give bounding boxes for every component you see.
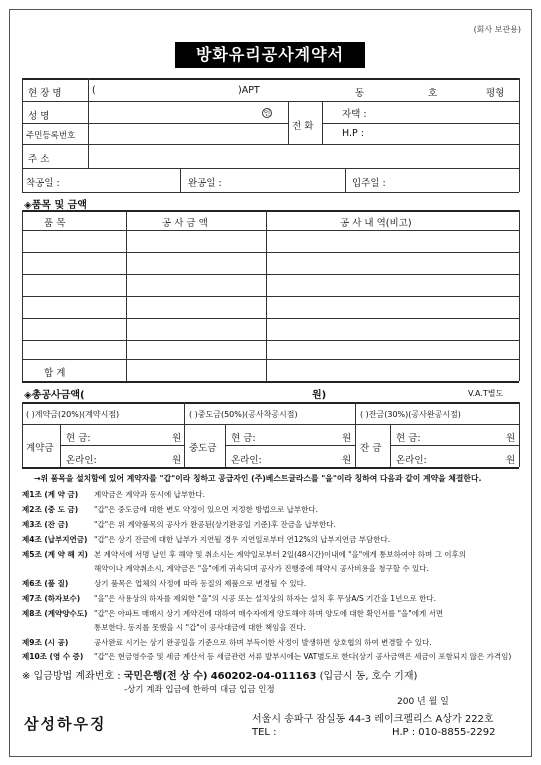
- clause-title: 제7조 (하자보수): [22, 594, 81, 603]
- vat-note: V.A.T별도: [468, 389, 504, 398]
- company-name: 삼성하우징: [24, 715, 107, 733]
- clause-text: "갑"은 중도금에 대한 변도 약정이 있으면 지정한 방법으로 납부한다.: [94, 505, 318, 514]
- address-label: 주 소: [28, 154, 50, 165]
- company-tel: TEL :: [252, 727, 277, 738]
- clause-line: [22, 608, 443, 619]
- balance-cash-label: 현 금:: [396, 433, 421, 444]
- middle-payment-row: ( )중도금(50%)(공사착공시점): [189, 410, 298, 419]
- total-amount-won: 원): [312, 390, 327, 401]
- phone-label: 전 화: [292, 121, 314, 132]
- total-amount-label: ◈총공사금액(: [24, 390, 85, 401]
- clause-line: [22, 578, 306, 589]
- contract-cash-won: 원: [172, 433, 182, 444]
- terms-intro: →위 품목을 설치함에 있어 계약자를 "갑"이라 칭하고 공급자인 (주)베스트글라스를 "을"이라 칭하여 다음과 같이 계약을 체결한다.: [34, 474, 482, 483]
- clause-text: 상기 품목은 업체의 사정에 따라 동질의 제품으로 변경될 수 있다.: [94, 579, 307, 588]
- clause-line: [22, 534, 390, 545]
- clause-line: [22, 519, 336, 530]
- clause-text: "을"은 사용상의 하자를 제외한 "을"의 시공 또는 설치상의 하자는 설치 후 무상A/S 기간을 1년으로 한다.: [94, 594, 437, 603]
- bank-sub-note: -상기 계좌 입금에 한하여 대금 입금 인정: [124, 685, 275, 695]
- company-address: 서울시 송파구 잠실동 44-3 레이크펠리스 A상가 222호: [252, 714, 494, 725]
- balance-online-label: 온라인:: [396, 455, 427, 466]
- items-section-title: ◈품목 및 금액: [24, 200, 87, 211]
- company-copy-label: (회사 보관용): [473, 25, 521, 34]
- clause-line: [22, 563, 429, 574]
- col-detail-header: 공 사 내 역(비고): [340, 218, 412, 229]
- bank-method: [22, 667, 417, 682]
- total-label: 합 계: [44, 368, 66, 379]
- clause-text: 계약금은 계약과 동시에 납부한다.: [94, 490, 205, 499]
- clause-title: 제1조 (계 약 금): [22, 490, 79, 499]
- page-title: 방화유리공사계약서: [175, 42, 365, 68]
- company-hp: H.P : 010-8855-2292: [392, 727, 496, 738]
- clause-line: [22, 637, 432, 648]
- apt-label: )APT: [238, 85, 260, 96]
- middle-cash-label: 현 금:: [231, 433, 256, 444]
- finish-date-label: 완공일 :: [188, 178, 222, 189]
- contract-deposit-row: ( )계약금(20%)(계약시점): [26, 410, 120, 419]
- bank-name: 국민은행(전 상 수): [123, 671, 208, 682]
- clause-text: "갑"은 현금영수증 및 세금 계산서 등 세금관련 서류 발부시에는 VAT별도로 한다(상기 공사금액은 세금이 포함되지 않은 가격임): [94, 652, 512, 661]
- clause-text: "갑"은 상기 잔금에 대한 납부가 지연될 경우 지연일로부터 연12%의 납부지연금 부담한다.: [94, 535, 391, 544]
- site-name-open: (: [92, 85, 96, 96]
- clause-title: 제5조 (계 약 해 지): [22, 550, 88, 559]
- middle-payment-label: 중도금: [189, 443, 217, 454]
- middle-online-won: 원: [342, 455, 352, 466]
- name-label: 성 명: [28, 111, 50, 122]
- bank-account: 460202-04-011163: [210, 671, 317, 682]
- col-amount-header: 공 사 금 액: [162, 218, 208, 229]
- clause-line: [22, 622, 306, 633]
- contract-cash-label: 현 금:: [66, 433, 91, 444]
- hp-label: H.P :: [342, 128, 364, 139]
- col-item-header: 품 목: [44, 218, 66, 229]
- clause-title: 제9조 (시 공): [22, 638, 69, 647]
- seal-mark: 인: [263, 109, 271, 117]
- clause-text: 본 계약서에 서명 날인 후 해약 및 취소시는 계약일로부터 2일(48시간)이내에 "을"에게 통보하여야 하며 그 이후의: [94, 550, 466, 559]
- clause-text: 통보한다. 동지를 못했을 시 "갑"이 공사대금에 대한 책임을 진다.: [94, 623, 306, 632]
- rrn-label: 주민등록번호: [26, 131, 76, 141]
- clause-text: "갑"은 아파트 매매시 상기 계약건에 대하여 매수자에게 양도해야 하며 양도에 대한 확인서를 "을"에게 서면: [94, 609, 444, 618]
- balance-label: 잔 금: [360, 443, 382, 454]
- clause-line: [22, 549, 466, 560]
- clause-line: [22, 651, 511, 662]
- start-date-label: 착공일 :: [26, 178, 60, 189]
- middle-cash-won: 원: [342, 433, 352, 444]
- clause-title: 제2조 (중 도 금): [22, 505, 79, 514]
- clause-text: 해약이나 계약취소시, 계약금은 "을"에게 귀속되며 공사가 진행중에 해약시 공사비용을 청구할 수 있다.: [94, 564, 429, 573]
- home-phone-label: 자택 :: [342, 109, 367, 120]
- clause-text: 공사완료 시기는 상기 완공일을 기준으로 하며 부득이한 사정이 발생하면 상호협의 하여 변경할 수 있다.: [94, 638, 432, 647]
- pyeong-label: 평형: [486, 88, 505, 99]
- balance-cash-won: 원: [506, 433, 516, 444]
- bank-label: ※ 입금방법 계좌번호 :: [22, 671, 121, 682]
- clause-text: "갑"은 위 계약품목의 공사가 완공된(상기완공일 기준)후 잔금을 납부한다.: [94, 520, 336, 529]
- clause-line: [22, 504, 318, 515]
- dong-label: 동: [355, 88, 365, 99]
- middle-online-label: 온라인:: [231, 455, 262, 466]
- contract-online-won: 원: [172, 455, 182, 466]
- clause-title: 제3조 (잔 금): [22, 520, 69, 529]
- clause-title: 제8조 (계약양수도): [22, 609, 88, 618]
- contract-online-label: 온라인:: [66, 455, 97, 466]
- balance-row: ( )잔금(30%)(공사완공시점): [360, 410, 461, 419]
- clause-title: 제4조 (납부지연금): [22, 535, 88, 544]
- contract-deposit-label: 계약금: [26, 443, 54, 454]
- balance-online-won: 원: [506, 455, 516, 466]
- site-name-label: 현 장 명: [28, 88, 62, 99]
- ho-label: 호: [428, 88, 438, 99]
- movein-date-label: 입주일 :: [352, 178, 386, 189]
- clause-line: [22, 593, 436, 604]
- contract-date: 200 년 월 일: [397, 697, 449, 707]
- clause-title: 제10조 (영 수 증): [22, 652, 84, 661]
- clause-title: 제6조 (품 질): [22, 579, 69, 588]
- clause-line: [22, 489, 205, 500]
- bank-note: (입금시 동, 호수 기재): [319, 671, 418, 682]
